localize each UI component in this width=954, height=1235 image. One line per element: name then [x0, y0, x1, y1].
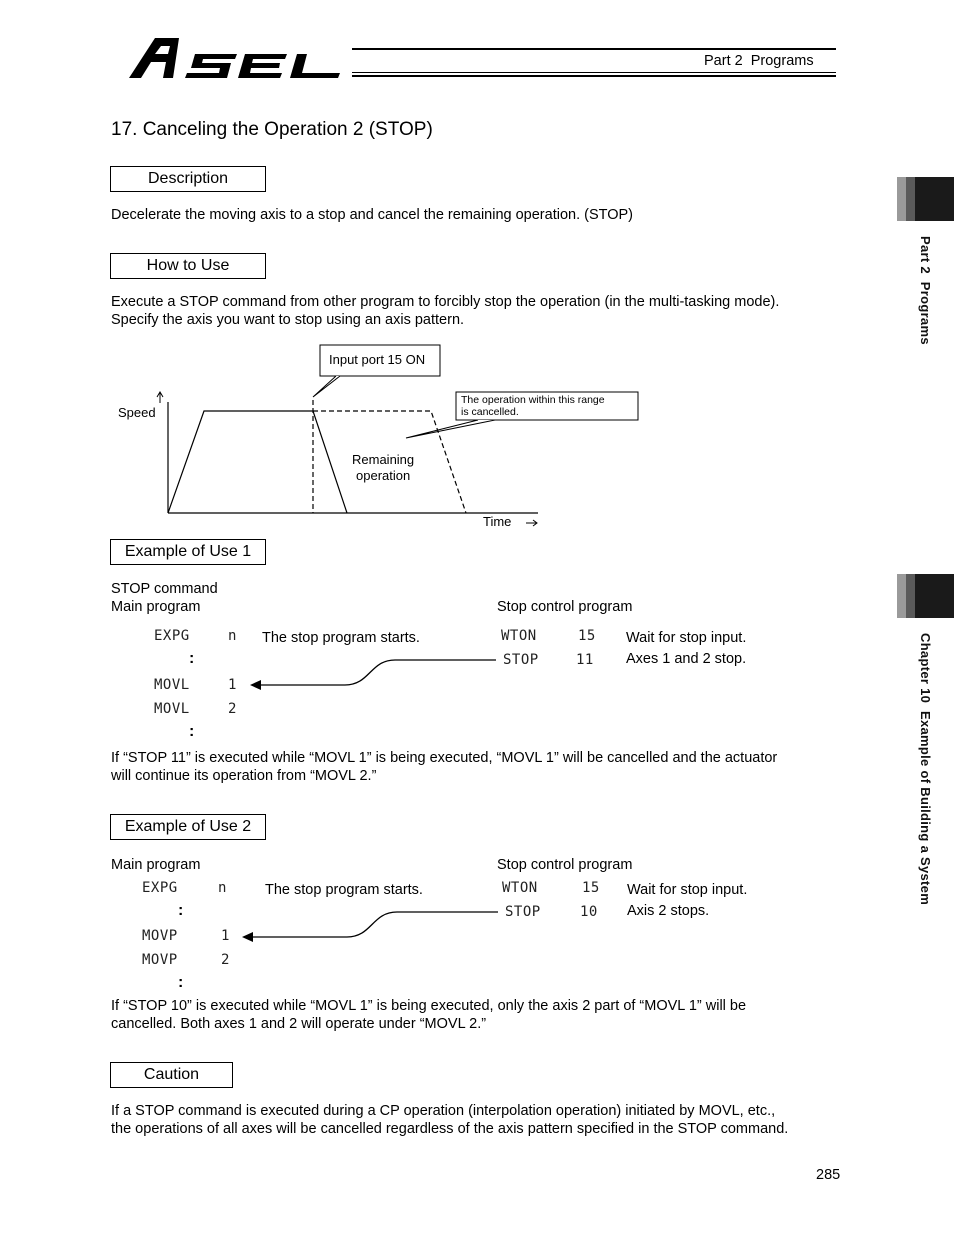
section-title: 17. Canceling the Operation 2 (STOP) [111, 119, 433, 140]
caution-label: Caution [110, 1062, 233, 1088]
example2-stop-program: Stop control program [497, 857, 633, 873]
ex1-main-op-1: 1 [228, 677, 237, 693]
ex2-main-op-2: 2 [221, 952, 230, 968]
header-rule-bottom-2 [352, 75, 836, 77]
header-rule-bottom-1 [352, 72, 836, 73]
remaining-operation-1: Remaining [352, 452, 415, 467]
how-to-use-line-1: Execute a STOP command from other program to forcibly stop the operation (in the multi-tasking mode). [111, 294, 780, 310]
ex1-main-op-2: 2 [228, 701, 237, 717]
callout-input-text: Input port 15 ON [329, 352, 426, 367]
how-to-use-label: How to Use [110, 253, 266, 279]
description-label: Description [110, 166, 266, 192]
ex1-arrow [245, 650, 500, 695]
description-text: Decelerate the moving axis to a stop and cancel the remaining operation. (STOP) [111, 207, 634, 223]
ex2-stop-comment-0: Wait for stop input. [627, 882, 748, 898]
caution-line-2: the operations of all axes will be cancelled regardless of the axis pattern specified in the STOP command. [111, 1121, 789, 1137]
ex1-main-comment: The stop program starts. [262, 630, 420, 646]
callout-range-text-1: The operation within this range [461, 394, 605, 406]
caution-line-1: If a STOP command is executed during a CP operation (interpolation operation) initiated by MOVL, etc., [111, 1103, 776, 1119]
callout-input-pointer [313, 376, 340, 397]
ex2-stop-cmd-1: STOP [505, 904, 541, 920]
example1-stop-command: STOP command [111, 581, 218, 597]
ex2-arrow [237, 902, 502, 947]
ex2-main-cmd-2: MOVP [142, 952, 178, 968]
ex1-stop-op-1: 11 [576, 652, 594, 668]
ex2-main-comment: The stop program starts. [265, 882, 423, 898]
example1-label: Example of Use 1 [110, 539, 266, 565]
side-tab-2-marker [897, 574, 954, 618]
ex1-colon-2: : [189, 723, 195, 740]
side-tab-chapter-10: Chapter 10 Example of Building a System [918, 633, 933, 906]
ex1-stop-comment-1: Axes 1 and 2 stop. [626, 651, 747, 667]
how-to-use-line-2: Specify the axis you want to stop using an axis pattern. [111, 312, 465, 328]
ex2-note-1: If “STOP 10” is executed while “MOVL 1” is being executed, only the axis 2 part of “MOVL 1” will be [111, 998, 747, 1014]
side-tab-1-marker [897, 177, 954, 221]
ex2-main-cmd-0: EXPG [142, 880, 178, 896]
ex1-stop-cmd-0: WTON [501, 628, 537, 644]
ex1-note-1: If “STOP 11” is executed while “MOVL 1” is being executed, “MOVL 1” will be cancelled and the actuator [111, 750, 778, 766]
ex1-main-cmd-2: MOVL [154, 701, 190, 717]
ex1-main-cmd-0: EXPG [154, 628, 190, 644]
ex1-main-cmd-1: MOVL [154, 677, 190, 693]
callout-range-text-2: is cancelled. [461, 406, 519, 418]
speed-profile-solid [168, 411, 347, 513]
page-number: 285 [816, 1167, 841, 1183]
example1-stop-program: Stop control program [497, 599, 633, 615]
header-part-label: Part 2 Programs [704, 53, 814, 69]
side-tab-part-2: Part 2 Programs [918, 236, 933, 345]
ex2-main-op-0: n [218, 880, 227, 896]
ex2-stop-cmd-0: WTON [502, 880, 538, 896]
ex2-colon-2: : [178, 974, 184, 991]
example2-label: Example of Use 2 [110, 814, 266, 840]
ex1-stop-comment-0: Wait for stop input. [626, 630, 747, 646]
ex2-stop-op-1: 10 [580, 904, 598, 920]
ex2-stop-comment-1: Axis 2 stops. [627, 903, 710, 919]
ex1-main-op-0: n [228, 628, 237, 644]
remaining-operation-2: operation [356, 468, 411, 483]
ex1-note-2: will continue its operation from “MOVL 2.” [111, 768, 377, 784]
header [0, 0, 954, 90]
ex1-stop-cmd-1: STOP [503, 652, 539, 668]
y-axis-label: Speed [118, 405, 156, 420]
ex2-main-op-1: 1 [221, 928, 230, 944]
ex2-colon-1: : [178, 902, 184, 919]
x-axis-label: Time [483, 514, 512, 529]
ex2-stop-op-0: 15 [582, 880, 600, 896]
example1-main-program: Main program [111, 599, 201, 615]
speed-time-diagram [100, 340, 660, 535]
example2-main-program: Main program [111, 857, 201, 873]
ex2-note-2: cancelled. Both axes 1 and 2 will operate under “MOVL 2.” [111, 1016, 487, 1032]
ex1-colon-1: : [189, 650, 195, 667]
asel-logo [125, 36, 355, 80]
header-rule-top [352, 48, 836, 50]
callout-range-pointer [406, 420, 495, 438]
ex2-main-cmd-1: MOVP [142, 928, 178, 944]
ex1-stop-op-0: 15 [578, 628, 596, 644]
